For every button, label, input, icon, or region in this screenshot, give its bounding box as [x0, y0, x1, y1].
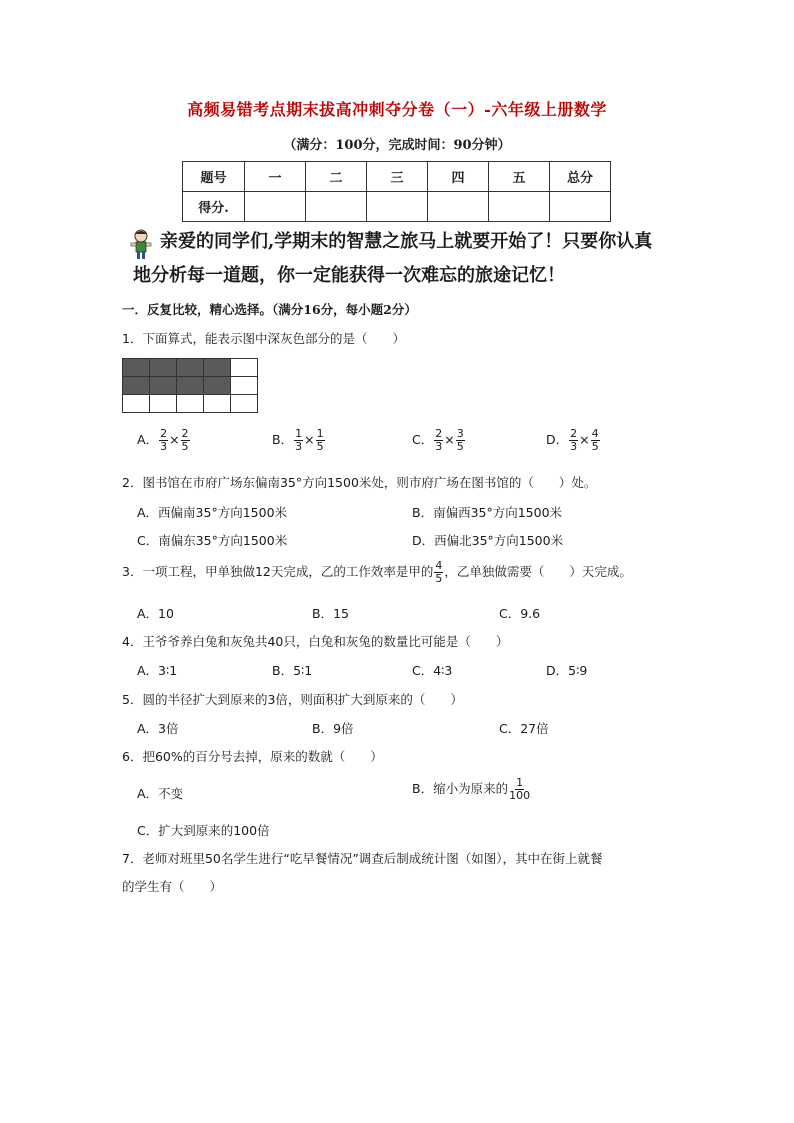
question-7-line-1: 7．老师对班里50名学生进行“吃早餐情况”调查后制成统计图（如图），其中在街上就餐 — [122, 851, 603, 866]
q2-option-b[interactable]: B．南偏西35°方向1500米 — [412, 505, 563, 520]
numerator: 4 — [435, 559, 443, 572]
q4-option-b[interactable]: B．5∶1 — [272, 663, 313, 678]
fraction — [316, 428, 325, 453]
student-mascot-icon — [128, 228, 154, 260]
score-cell-5: 五 — [489, 162, 550, 192]
question-3-text: 3．一项工程，甲单独做12天完成，乙的工作效率是甲的 — [122, 564, 434, 579]
question-5: 5．圆的半径扩大到原来的3倍，则面积扩大到原来的（ ） — [122, 692, 463, 707]
score-table-score-row — [183, 192, 611, 222]
score-cell-3: 三 — [367, 162, 428, 192]
q5-option-a[interactable]: A．3倍 — [137, 721, 179, 736]
fraction — [569, 428, 578, 453]
grid-cell — [231, 395, 258, 413]
grid-cell — [231, 377, 258, 395]
q1-option-c[interactable]: C． $\frac{2}{3}$ × $\frac{3}{5}$ — [412, 427, 464, 453]
q4-option-d[interactable]: D．5∶9 — [546, 663, 588, 678]
question-1: 1．下面算式，能表示图中深灰色部分的是（ ） — [122, 331, 405, 346]
score-blank[interactable] — [550, 192, 611, 222]
grid-cell-shaded — [204, 377, 231, 395]
numerator: 1 — [316, 427, 324, 440]
section-heading: 一．反复比较，精心选择。（满分16分，每小题2分） — [122, 302, 417, 317]
page-title: 高频易错考点期末拔高冲刺夺分卷（一）-六年级上册数学 — [187, 100, 607, 119]
q5-option-c[interactable]: C．27倍 — [499, 721, 549, 736]
denominator: 5 — [181, 440, 189, 453]
grid-row — [123, 395, 258, 413]
score-cell-4: 四 — [428, 162, 489, 192]
intro-line-2: 地分析每一道题，你一定能获得一次难忘的旅途记忆！ — [133, 265, 565, 286]
q5-option-b[interactable]: B．9倍 — [312, 721, 354, 736]
denominator: 5 — [456, 440, 464, 453]
grid-row — [123, 377, 258, 395]
q6-option-a[interactable]: A．不变 — [137, 786, 184, 801]
score-cell-total: 总分 — [550, 162, 611, 192]
score-blank[interactable] — [367, 192, 428, 222]
grid-cell — [231, 359, 258, 377]
q3-option-c[interactable]: C．9.6 — [499, 606, 541, 621]
q6-option-b[interactable] — [412, 777, 531, 802]
grid-cell-shaded — [123, 377, 150, 395]
question-4: 4．王爷爷养白兔和灰兔共40只，白兔和灰兔的数量比可能是（ ） — [122, 634, 509, 649]
score-cell-2: 二 — [306, 162, 367, 192]
denominator: 100 — [509, 789, 531, 802]
q4-option-a[interactable]: A．3∶1 — [137, 663, 178, 678]
score-blank[interactable] — [306, 192, 367, 222]
grid-cell — [177, 395, 204, 413]
score-table — [182, 161, 611, 222]
denominator: 3 — [295, 440, 303, 453]
denominator: 5 — [435, 572, 443, 585]
numerator: 1 — [295, 427, 303, 440]
option-label: C． — [412, 432, 434, 447]
option-label: B． — [272, 432, 294, 447]
q3-option-a[interactable]: A．10 — [137, 606, 174, 621]
denominator: 3 — [160, 440, 168, 453]
intro-line-1: 亲爱的同学们,学期末的智慧之旅马上就要开始了！只要你认真 — [160, 231, 653, 252]
question-2: 2．图书馆在市府广场东偏南35°方向1500米处，则市府广场在图书馆的（ ）处。 — [122, 475, 597, 490]
fraction — [294, 428, 303, 453]
grid-cell-shaded — [177, 359, 204, 377]
score-table-header-row — [183, 162, 611, 192]
q3-option-b[interactable]: B．15 — [312, 606, 349, 621]
denominator: 3 — [435, 440, 443, 453]
fraction — [509, 777, 530, 802]
exam-subtitle: （满分：100分，完成时间：90分钟） — [283, 138, 511, 153]
denominator: 5 — [316, 440, 324, 453]
grid-row — [123, 359, 258, 377]
option-label: D． — [546, 432, 569, 447]
fraction — [434, 560, 443, 585]
numerator: 4 — [591, 427, 599, 440]
grid-cell — [123, 395, 150, 413]
grid-cell-shaded — [177, 377, 204, 395]
option-label: A． — [137, 432, 159, 447]
fraction — [434, 428, 443, 453]
fraction — [456, 428, 465, 453]
question-3 — [122, 560, 632, 585]
question-7-line-2: 的学生有（ ） — [122, 879, 223, 894]
score-row-label: 得分. — [183, 192, 245, 222]
numerator: 2 — [181, 427, 189, 440]
fraction — [181, 428, 190, 453]
numerator: 1 — [516, 776, 524, 789]
grid-cell — [150, 395, 177, 413]
numerator: 2 — [160, 427, 168, 440]
score-blank[interactable] — [428, 192, 489, 222]
numerator: 3 — [456, 427, 464, 440]
score-cell-1: 一 — [245, 162, 306, 192]
grid-cell-shaded — [204, 359, 231, 377]
q2-option-a[interactable]: A．西偏南35°方向1500米 — [137, 505, 288, 520]
fraction — [591, 428, 600, 453]
numerator: 2 — [570, 427, 578, 440]
score-blank[interactable] — [489, 192, 550, 222]
q1-option-b[interactable]: B． $\frac{1}{3}$ × $\frac{1}{5}$ — [272, 427, 324, 453]
grid-cell-shaded — [150, 359, 177, 377]
grid-cell-shaded — [150, 377, 177, 395]
score-blank[interactable] — [245, 192, 306, 222]
denominator: 5 — [591, 440, 599, 453]
option-text: B．缩小为原来的 — [412, 781, 509, 796]
q1-option-a[interactable]: A． $\frac{2}{3}$ × $\frac{2}{5}$ — [137, 427, 189, 453]
question-3-text: ，乙单独做需要（ ）天完成。 — [444, 564, 632, 579]
question-6: 6．把60%的百分号去掉，原来的数就（ ） — [122, 749, 383, 764]
fraction — [159, 428, 168, 453]
numerator: 2 — [435, 427, 443, 440]
grid-cell-shaded — [123, 359, 150, 377]
grid-cell — [204, 395, 231, 413]
q4-option-c[interactable]: C．4∶3 — [412, 663, 453, 678]
q2-option-c[interactable]: C．南偏东35°方向1500米 — [137, 533, 288, 548]
denominator: 3 — [570, 440, 578, 453]
q2-option-d[interactable]: D．西偏北35°方向1500米 — [412, 533, 564, 548]
q1-option-d[interactable]: D． $\frac{2}{3}$ × $\frac{4}{5}$ — [546, 427, 599, 453]
score-cell-label: 题号 — [183, 162, 245, 192]
q6-option-c[interactable]: C．扩大到原来的100倍 — [137, 823, 270, 838]
fraction-grid-figure — [122, 358, 258, 413]
